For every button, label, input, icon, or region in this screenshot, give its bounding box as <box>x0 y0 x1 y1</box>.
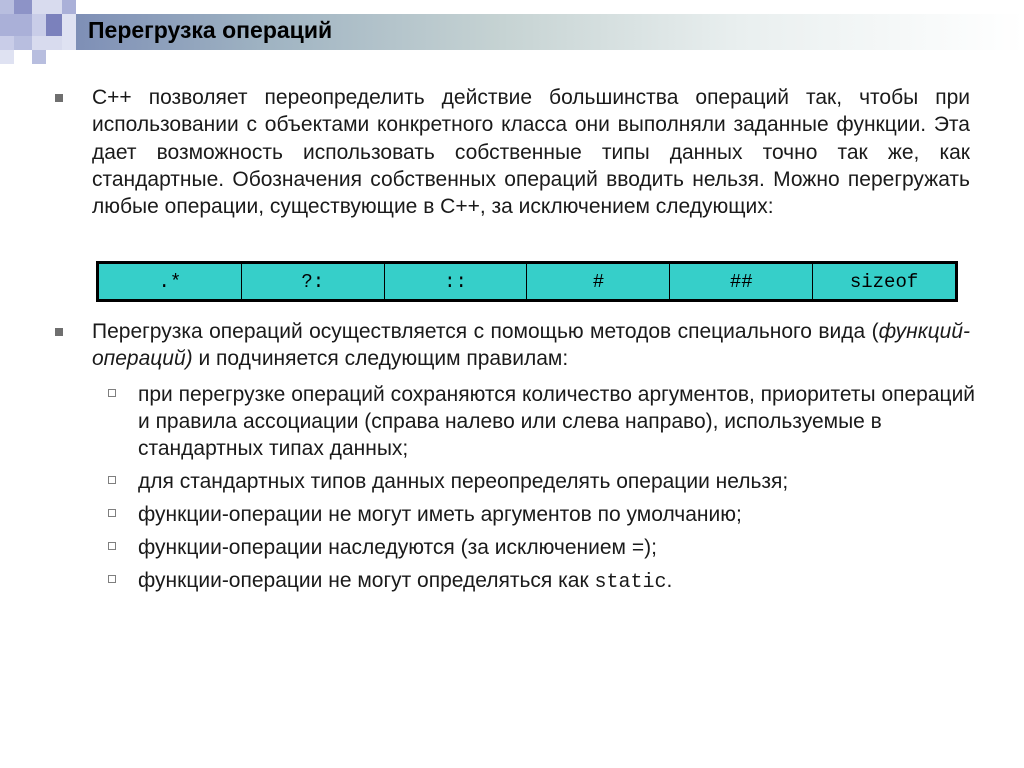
rule-text-suffix: . <box>666 569 673 592</box>
operator-cell: ## <box>669 264 812 299</box>
operator-cell: :: <box>384 264 527 299</box>
operator-cell: # <box>526 264 669 299</box>
square-bullet-icon <box>55 94 63 102</box>
slide-title: Перегрузка операций <box>88 17 333 43</box>
operator-cell: sizeof <box>812 264 955 299</box>
bullet-text: C++ позволяет переопределить действие большинства операций так, чтобы при использовании с объектами конкретного класса они выполняли заданные функции. Эта дает возможность использовать собственные типы данных точно так же, как стандартные. Обозначения собственных операций вводить нельзя. Можно перегружать любые операции, существующие в C++, за исключением следующих: <box>92 86 970 219</box>
bullet-text-before: Перегрузка операций осуществляется с помощью методов специального вида ( <box>92 320 879 343</box>
rule-text: функции-операции наследуются (за исключением =); <box>138 536 657 559</box>
square-bullet-icon <box>55 328 63 336</box>
bullet-text <box>92 318 970 373</box>
hollow-square-bullet-icon <box>108 389 116 397</box>
hollow-square-bullet-icon <box>108 542 116 550</box>
rule-item <box>108 534 978 561</box>
bullet-text-after: и подчиняется следующим правилам: <box>192 347 569 371</box>
rule-item <box>108 468 978 495</box>
rule-text: функции-операции не могут иметь аргументов по умолчанию; <box>138 503 742 526</box>
rule-item <box>108 381 978 462</box>
bullet-text-italic: функций-операций) <box>92 320 970 371</box>
operators-table <box>96 261 958 302</box>
rule-text: при перегрузке операций сохраняются количество аргументов, приоритеты операций и правила ассоциации (справа налево или слева направо), используемые в стандартных типах данных; <box>138 383 976 460</box>
code-keyword-static: static <box>594 571 667 594</box>
hollow-square-bullet-icon <box>108 509 116 517</box>
rule-text-main: функции-операции не могут определяться как <box>138 569 595 592</box>
hollow-square-bullet-icon <box>108 476 116 484</box>
rules-list <box>108 381 978 602</box>
rule-text: для стандартных типов данных переопределять операции нельзя; <box>138 470 789 493</box>
rule-item <box>108 567 978 596</box>
bullet-overloading-intro <box>55 84 970 220</box>
operator-cell: .* <box>158 270 182 293</box>
bullet-overloading-rules <box>55 318 970 373</box>
rule-item <box>108 501 978 528</box>
rule-text <box>138 567 978 596</box>
hollow-square-bullet-icon <box>108 575 116 583</box>
operator-cell: ?: <box>241 264 384 299</box>
